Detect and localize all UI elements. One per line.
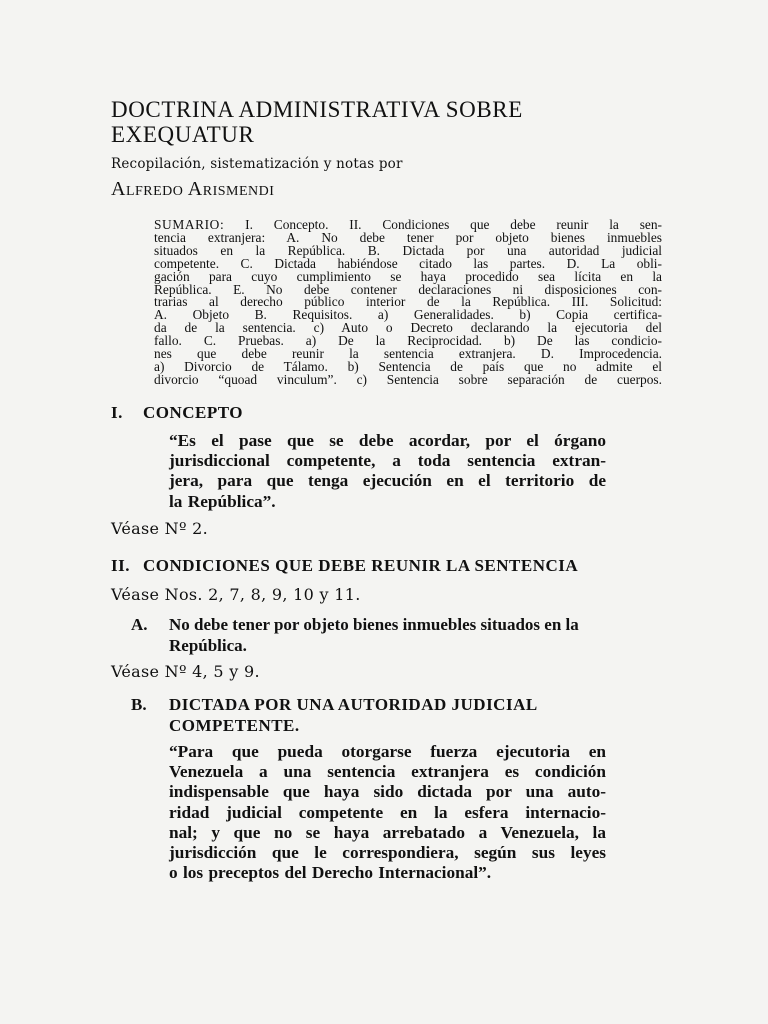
quote-line: “Es el pase que se debe acordar, por el órgano: [169, 431, 606, 450]
summary-line: República. E. No debe contener declaraciones ni disposiciones con-: [154, 281, 662, 297]
subsection-a: [131, 614, 671, 656]
summary-line: nes que debe reunir la sentencia extranjera. D. Improcedencia.: [154, 346, 662, 362]
section-title: CONDICIONES QUE DEBE REUNIR LA SENTENCIA: [143, 556, 579, 575]
title-line: DOCTRINA ADMINISTRATIVA SOBRE: [111, 97, 523, 122]
title-line: EXEQUATUR: [111, 122, 255, 147]
quote-line: ridad judicial competente en la esfera internacio-: [169, 802, 606, 822]
subsection-letter: B.: [131, 695, 147, 714]
see-reference: Véase Nº 2.: [111, 519, 209, 538]
summary-line: situados en la República. B. Dictada por una autoridad judicial: [154, 242, 662, 258]
section-number: I.: [111, 403, 123, 422]
competence-quote: [169, 742, 606, 883]
summary-line: A. Objeto B. Requisitos. a) Generalidades. b) Copia certifica-: [154, 307, 662, 323]
see-reference: Véase Nº 4, 5 y 9.: [111, 662, 260, 681]
quote-line: o los preceptos del Derecho Internacional”.: [169, 863, 492, 883]
section-heading-condiciones: [111, 556, 578, 576]
author-name: Alfredo Arismendi: [111, 178, 275, 200]
quote-line: jurisdiccional competente, a toda sentencia extran-: [169, 451, 606, 471]
byline: Recopilación, sistematización y notas por: [111, 156, 403, 172]
summary-label: SUMARIO:: [154, 217, 225, 232]
document-title: [111, 97, 671, 147]
summary-line: da de la sentencia. c) Auto o Decreto declarando la ejecutoria del: [154, 320, 662, 336]
quote-line: nal; y que no se haya arrebatado a Venezuela, la: [169, 822, 606, 842]
section-heading-concepto: [111, 403, 243, 423]
concept-quote: [169, 431, 606, 512]
subsection-text: DICTADA POR UNA AUTORIDAD JUDICIAL COMPETENTE.: [169, 695, 538, 735]
section-number: II.: [111, 556, 130, 575]
quote-line: la República”.: [169, 491, 276, 511]
quote-line: indispensable que haya sido dictada por una auto-: [169, 782, 606, 802]
summary-line: fallo. C. Pruebas. a) De la Reciprocidad. b) De las condicio-: [154, 333, 662, 349]
section-title: CONCEPTO: [143, 403, 244, 422]
summary-line: tencia extranjera: A. No debe tener por objeto bienes inmuebles: [154, 229, 662, 245]
subsection-text: No debe tener por objeto bienes inmuebles situados en la República.: [169, 615, 579, 655]
quote-line: Venezuela a una sentencia extranjera es condición: [169, 762, 606, 782]
summary-block: [154, 219, 662, 387]
summary-line: SUMARIO: I. Concepto. II. Condiciones que debe reunir la sen-: [154, 217, 662, 232]
quote-line: “Para que pueda otorgarse fuerza ejecutoria en: [169, 742, 606, 761]
summary-line: competente. C. Dictada habiéndose citado las partes. D. La obli-: [154, 255, 662, 271]
summary-line: trarias al derecho público interior de la República. III. Solicitud:: [154, 294, 662, 310]
subsection-b: [131, 694, 671, 736]
quote-line: jurisdicción que le correspondiera, según sus leyes: [169, 843, 606, 863]
see-reference: Véase Nos. 2, 7, 8, 9, 10 y 11.: [111, 585, 361, 604]
summary-line: a) Divorcio de Tálamo. b) Sentencia de país que no admite el: [154, 358, 662, 374]
summary-line: gación para cuyo cumplimiento se haya procedido sea lícita en la: [154, 268, 662, 284]
summary-line: divorcio “quoad vinculum”. c) Sentencia sobre separación de cuerpos.: [154, 371, 662, 387]
quote-line: jera, para que tenga ejecución en el territorio de: [169, 471, 606, 491]
subsection-letter: A.: [131, 615, 148, 634]
